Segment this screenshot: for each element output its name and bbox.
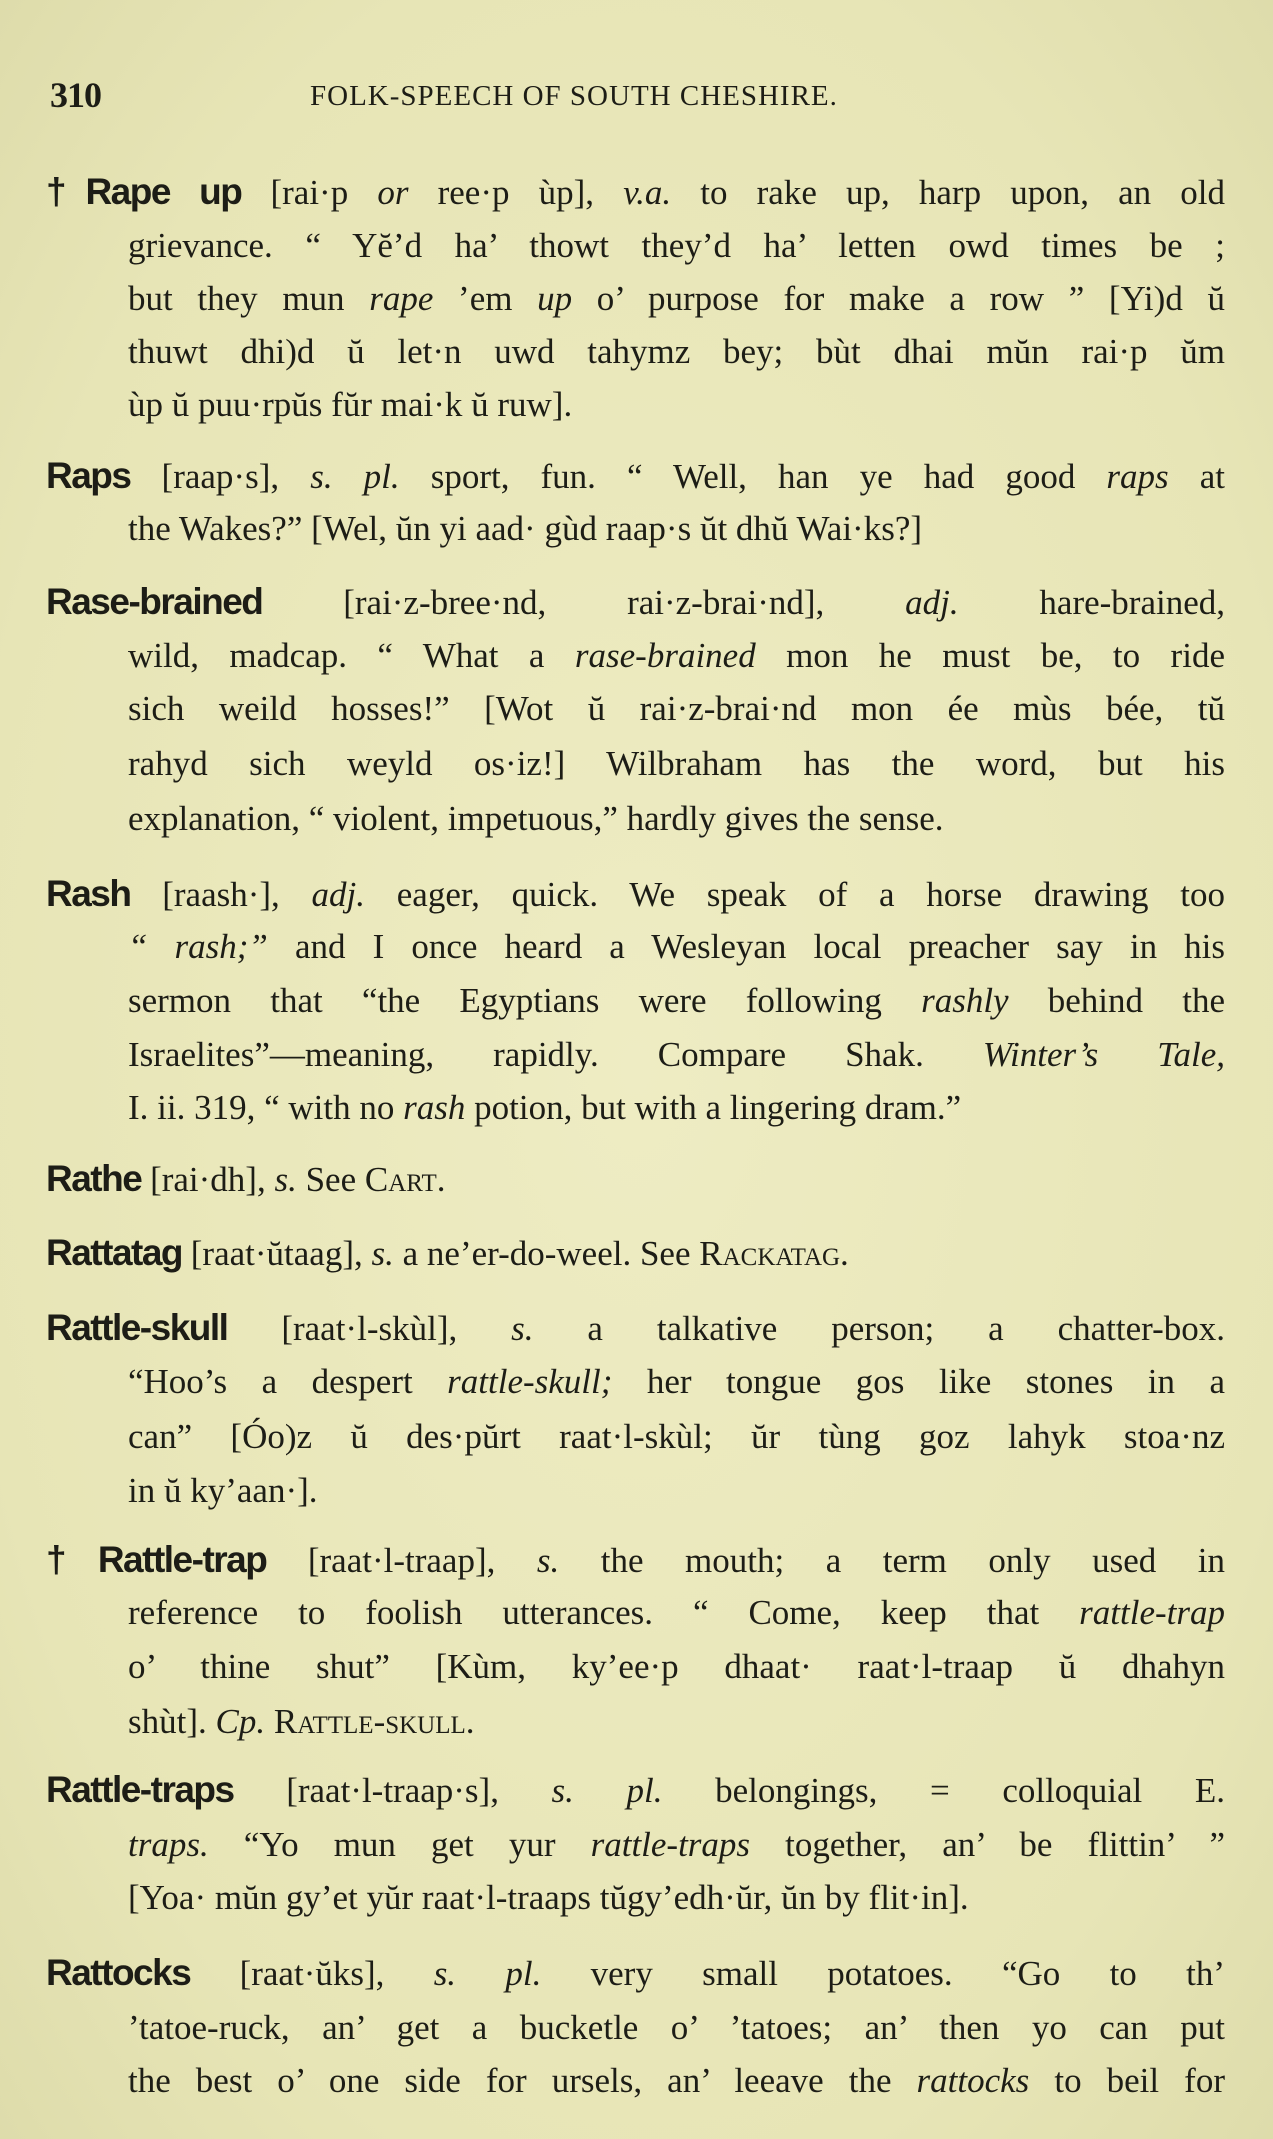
entry-text: See bbox=[296, 1160, 365, 1199]
entry-text: belongings, = colloquial E. bbox=[662, 1771, 1225, 1810]
entry-text: shùt]. bbox=[128, 1702, 216, 1741]
entry-line bbox=[46, 1154, 1225, 1204]
italic-text: traps. bbox=[128, 1825, 209, 1864]
entry-line bbox=[128, 739, 1225, 789]
entry-text: wild, madcap. “ What a bbox=[128, 636, 575, 675]
italic-text: Winter’s Tale, bbox=[982, 1035, 1225, 1074]
running-title: FOLK-SPEECH OF SOUTH CHESHIRE. bbox=[310, 80, 838, 112]
entry-text: ree·p ùp], bbox=[408, 173, 624, 212]
entry-text: “Hoo’s a despert bbox=[128, 1362, 448, 1401]
entry-text: grievance. “ Yĕ’d ha’ thowt they’d ha’ letten owd times be ; bbox=[128, 226, 1225, 265]
entry-text: [raat·l-traap·s], bbox=[233, 1771, 552, 1810]
italic-text: rattocks bbox=[916, 2061, 1030, 2100]
italic-text: s. pl. bbox=[433, 1954, 542, 1993]
entry-line bbox=[128, 1697, 1225, 1747]
entry-text: together, an’ be flittin’ ” bbox=[750, 1825, 1225, 1864]
entry-text: sich weild hosses!” [Wot ŭ rai·z-brai·nd mon ée mùs bée, tŭ bbox=[128, 689, 1225, 728]
cross-reference: Cart. bbox=[364, 1160, 446, 1199]
entry-text: eager, quick. We speak of a horse drawing too bbox=[365, 875, 1226, 914]
italic-text: rashly bbox=[921, 981, 1009, 1020]
entry-line bbox=[128, 1083, 1225, 1133]
italic-text: raps bbox=[1106, 457, 1169, 496]
entry-line bbox=[128, 1642, 1225, 1692]
entry-text: “Yo mun get yur bbox=[208, 1825, 591, 1864]
entry-line bbox=[128, 1820, 1225, 1870]
italic-text: adj. bbox=[311, 875, 366, 914]
entry-text: ’em bbox=[433, 279, 538, 318]
italic-text: Cp. bbox=[215, 1702, 266, 1741]
italic-text: “ rash;” bbox=[128, 927, 268, 966]
entry-line bbox=[128, 922, 1225, 972]
entry-text: very small potatoes. “Go to th’ bbox=[541, 1954, 1225, 1993]
italic-text: s. bbox=[371, 1234, 394, 1273]
entry-text: reference to foolish utterances. “ Come, keep that bbox=[128, 1593, 1080, 1632]
headword: Rase-brained bbox=[46, 581, 263, 622]
entry-text: Israelites”—meaning, rapidly. Compare Shak. bbox=[128, 1035, 983, 1074]
entry-text: a ne’er-do-weel. See bbox=[393, 1234, 700, 1273]
italic-text: v.a. bbox=[623, 173, 672, 212]
entry-line bbox=[128, 2003, 1225, 2053]
italic-text: or bbox=[377, 173, 409, 212]
entry-line bbox=[128, 684, 1225, 734]
headword: Rattle-traps bbox=[46, 1769, 234, 1810]
entry-text: [raat·ŭtaag], bbox=[182, 1234, 372, 1273]
entry-text: to beil for bbox=[1029, 2061, 1225, 2100]
entry-line bbox=[46, 1948, 1225, 1998]
entry-text: the best o’ one side for ursels, an’ leeave the bbox=[128, 2061, 917, 2100]
entry-line bbox=[128, 1412, 1225, 1462]
entry-line bbox=[46, 869, 1225, 919]
entry-text: [raat·ŭks], bbox=[190, 1954, 434, 1993]
entry-line bbox=[128, 327, 1225, 377]
italic-text: s. bbox=[536, 1541, 560, 1580]
entry-text: to rake up, harp upon, an old bbox=[671, 173, 1225, 212]
italic-text: s. bbox=[511, 1309, 534, 1348]
entry-line bbox=[128, 380, 1225, 430]
italic-text: up bbox=[537, 279, 573, 318]
entry-text: can” [Óo)z ŭ des·pŭrt raat·l-skùl; ŭr tùng goz lahyk stoa·nz bbox=[128, 1417, 1225, 1456]
italic-text: rattle-traps bbox=[590, 1825, 751, 1864]
italic-text: rape bbox=[369, 279, 434, 318]
entry-text: a talkative person; a chatter-box. bbox=[533, 1309, 1225, 1348]
entry-line bbox=[128, 1030, 1225, 1080]
entry-text: rahyd sich weyld os·iz!] Wilbraham has the word, but his bbox=[128, 744, 1225, 783]
italic-text: rattle-trap bbox=[1079, 1593, 1225, 1632]
headword: †Rattle-trap bbox=[46, 1539, 267, 1580]
entry-text: behind the bbox=[1008, 981, 1225, 1020]
page-number: 310 bbox=[50, 75, 101, 115]
entry-text: [raap·s], bbox=[130, 457, 311, 496]
entry-text: the Wakes?” [Wel, ŭn yi aad· gùd raap·s ŭt dhŭ Wai·ks?] bbox=[128, 509, 923, 548]
entry-text: I. ii. 319, “ with no bbox=[128, 1088, 404, 1127]
entry-line bbox=[46, 167, 1225, 217]
entry-text bbox=[265, 1702, 274, 1741]
entry-line bbox=[128, 504, 1225, 554]
entry-text: [rai·p bbox=[241, 173, 378, 212]
entry-text: o’ thine shut” [Kùm, ky’ee·p dhaat· raat·l-traap ŭ dhahyn bbox=[128, 1647, 1225, 1686]
headword: Rattatag bbox=[46, 1232, 183, 1273]
italic-text: s. bbox=[274, 1160, 297, 1199]
cross-reference: Rattle-skull. bbox=[273, 1702, 475, 1741]
entry-text: and I once heard a Wesleyan local preacher say in his bbox=[267, 927, 1225, 966]
entry-text: [Yoa· mŭn gy’et yŭr raat·l-traaps tŭgy’edh·ŭr, ŭn by flit·in]. bbox=[128, 1878, 969, 1917]
entry-line bbox=[128, 794, 1225, 844]
entry-line bbox=[46, 1765, 1225, 1815]
italic-text: rattle-skull; bbox=[447, 1362, 613, 1401]
headword: Raps bbox=[46, 455, 131, 496]
entry-line bbox=[46, 1535, 1225, 1585]
entry-text: explanation, “ violent, impetuous,” hardly gives the sense. bbox=[128, 799, 944, 838]
entry-line bbox=[128, 976, 1225, 1026]
entry-line bbox=[128, 1357, 1225, 1407]
entry-line bbox=[128, 2056, 1225, 2106]
entry-text: the mouth; a term only used in bbox=[559, 1541, 1225, 1580]
italic-text: rash bbox=[403, 1088, 466, 1127]
italic-text: rase-brained bbox=[574, 636, 756, 675]
entry-line bbox=[46, 1303, 1225, 1353]
entry-text: sermon that “the Egyptians were following bbox=[128, 981, 922, 1020]
italic-text: s. pl. bbox=[310, 457, 400, 496]
entry-text: hare-brained, bbox=[958, 583, 1225, 622]
entry-line bbox=[128, 631, 1225, 681]
entry-text: [rai·z-bree·nd, rai·z-brai·nd], bbox=[262, 583, 906, 622]
entry-text: [raat·l-traap], bbox=[266, 1541, 537, 1580]
italic-text: adj. bbox=[905, 583, 959, 622]
entry-text: ùp ŭ puu·rpŭs fŭr mai·k ŭ ruw]. bbox=[128, 385, 573, 424]
entry-line bbox=[128, 1466, 1225, 1516]
entry-line bbox=[128, 1588, 1225, 1638]
entry-line bbox=[128, 274, 1225, 324]
headword: Rash bbox=[46, 873, 131, 914]
entry-line bbox=[46, 451, 1225, 501]
entry-text: [raash·], bbox=[130, 875, 312, 914]
entry-text: in ŭ ky’aan·]. bbox=[128, 1471, 318, 1510]
entry-line bbox=[128, 1873, 1225, 1923]
entry-text: mon he must be, to ride bbox=[755, 636, 1225, 675]
headword: Rattocks bbox=[46, 1952, 191, 1993]
entry-text: at bbox=[1168, 457, 1225, 496]
entry-text: but they mun bbox=[128, 279, 370, 318]
entry-text: o’ purpose for make a row ” [Yi)d ŭ bbox=[572, 279, 1225, 318]
entry-text: potion, but with a lingering dram.” bbox=[465, 1088, 962, 1127]
entry-text: [rai·dh], bbox=[141, 1160, 275, 1199]
entry-line bbox=[128, 221, 1225, 271]
headword: Rathe bbox=[46, 1158, 142, 1199]
italic-text: s. pl. bbox=[551, 1771, 663, 1810]
cross-reference: Rackatag. bbox=[699, 1234, 849, 1273]
entry-text: ’tatoe-ruck, an’ get a bucketle o’ ’tatoes; an’ then yo can put bbox=[128, 2008, 1225, 2047]
headword: †Rape up bbox=[46, 171, 242, 212]
entry-text: sport, fun. “ Well, han ye had good bbox=[399, 457, 1107, 496]
entry-line bbox=[46, 577, 1225, 627]
headword: Rattle-skull bbox=[46, 1307, 228, 1348]
entry-text: [raat·l-skùl], bbox=[227, 1309, 512, 1348]
entry-text: her tongue gos like stones in a bbox=[612, 1362, 1226, 1401]
entry-text: thuwt dhi)d ŭ let·n uwd tahymz bey; bùt dhai mŭn rai·p ŭm bbox=[128, 332, 1225, 371]
entry-line bbox=[46, 1228, 1225, 1278]
